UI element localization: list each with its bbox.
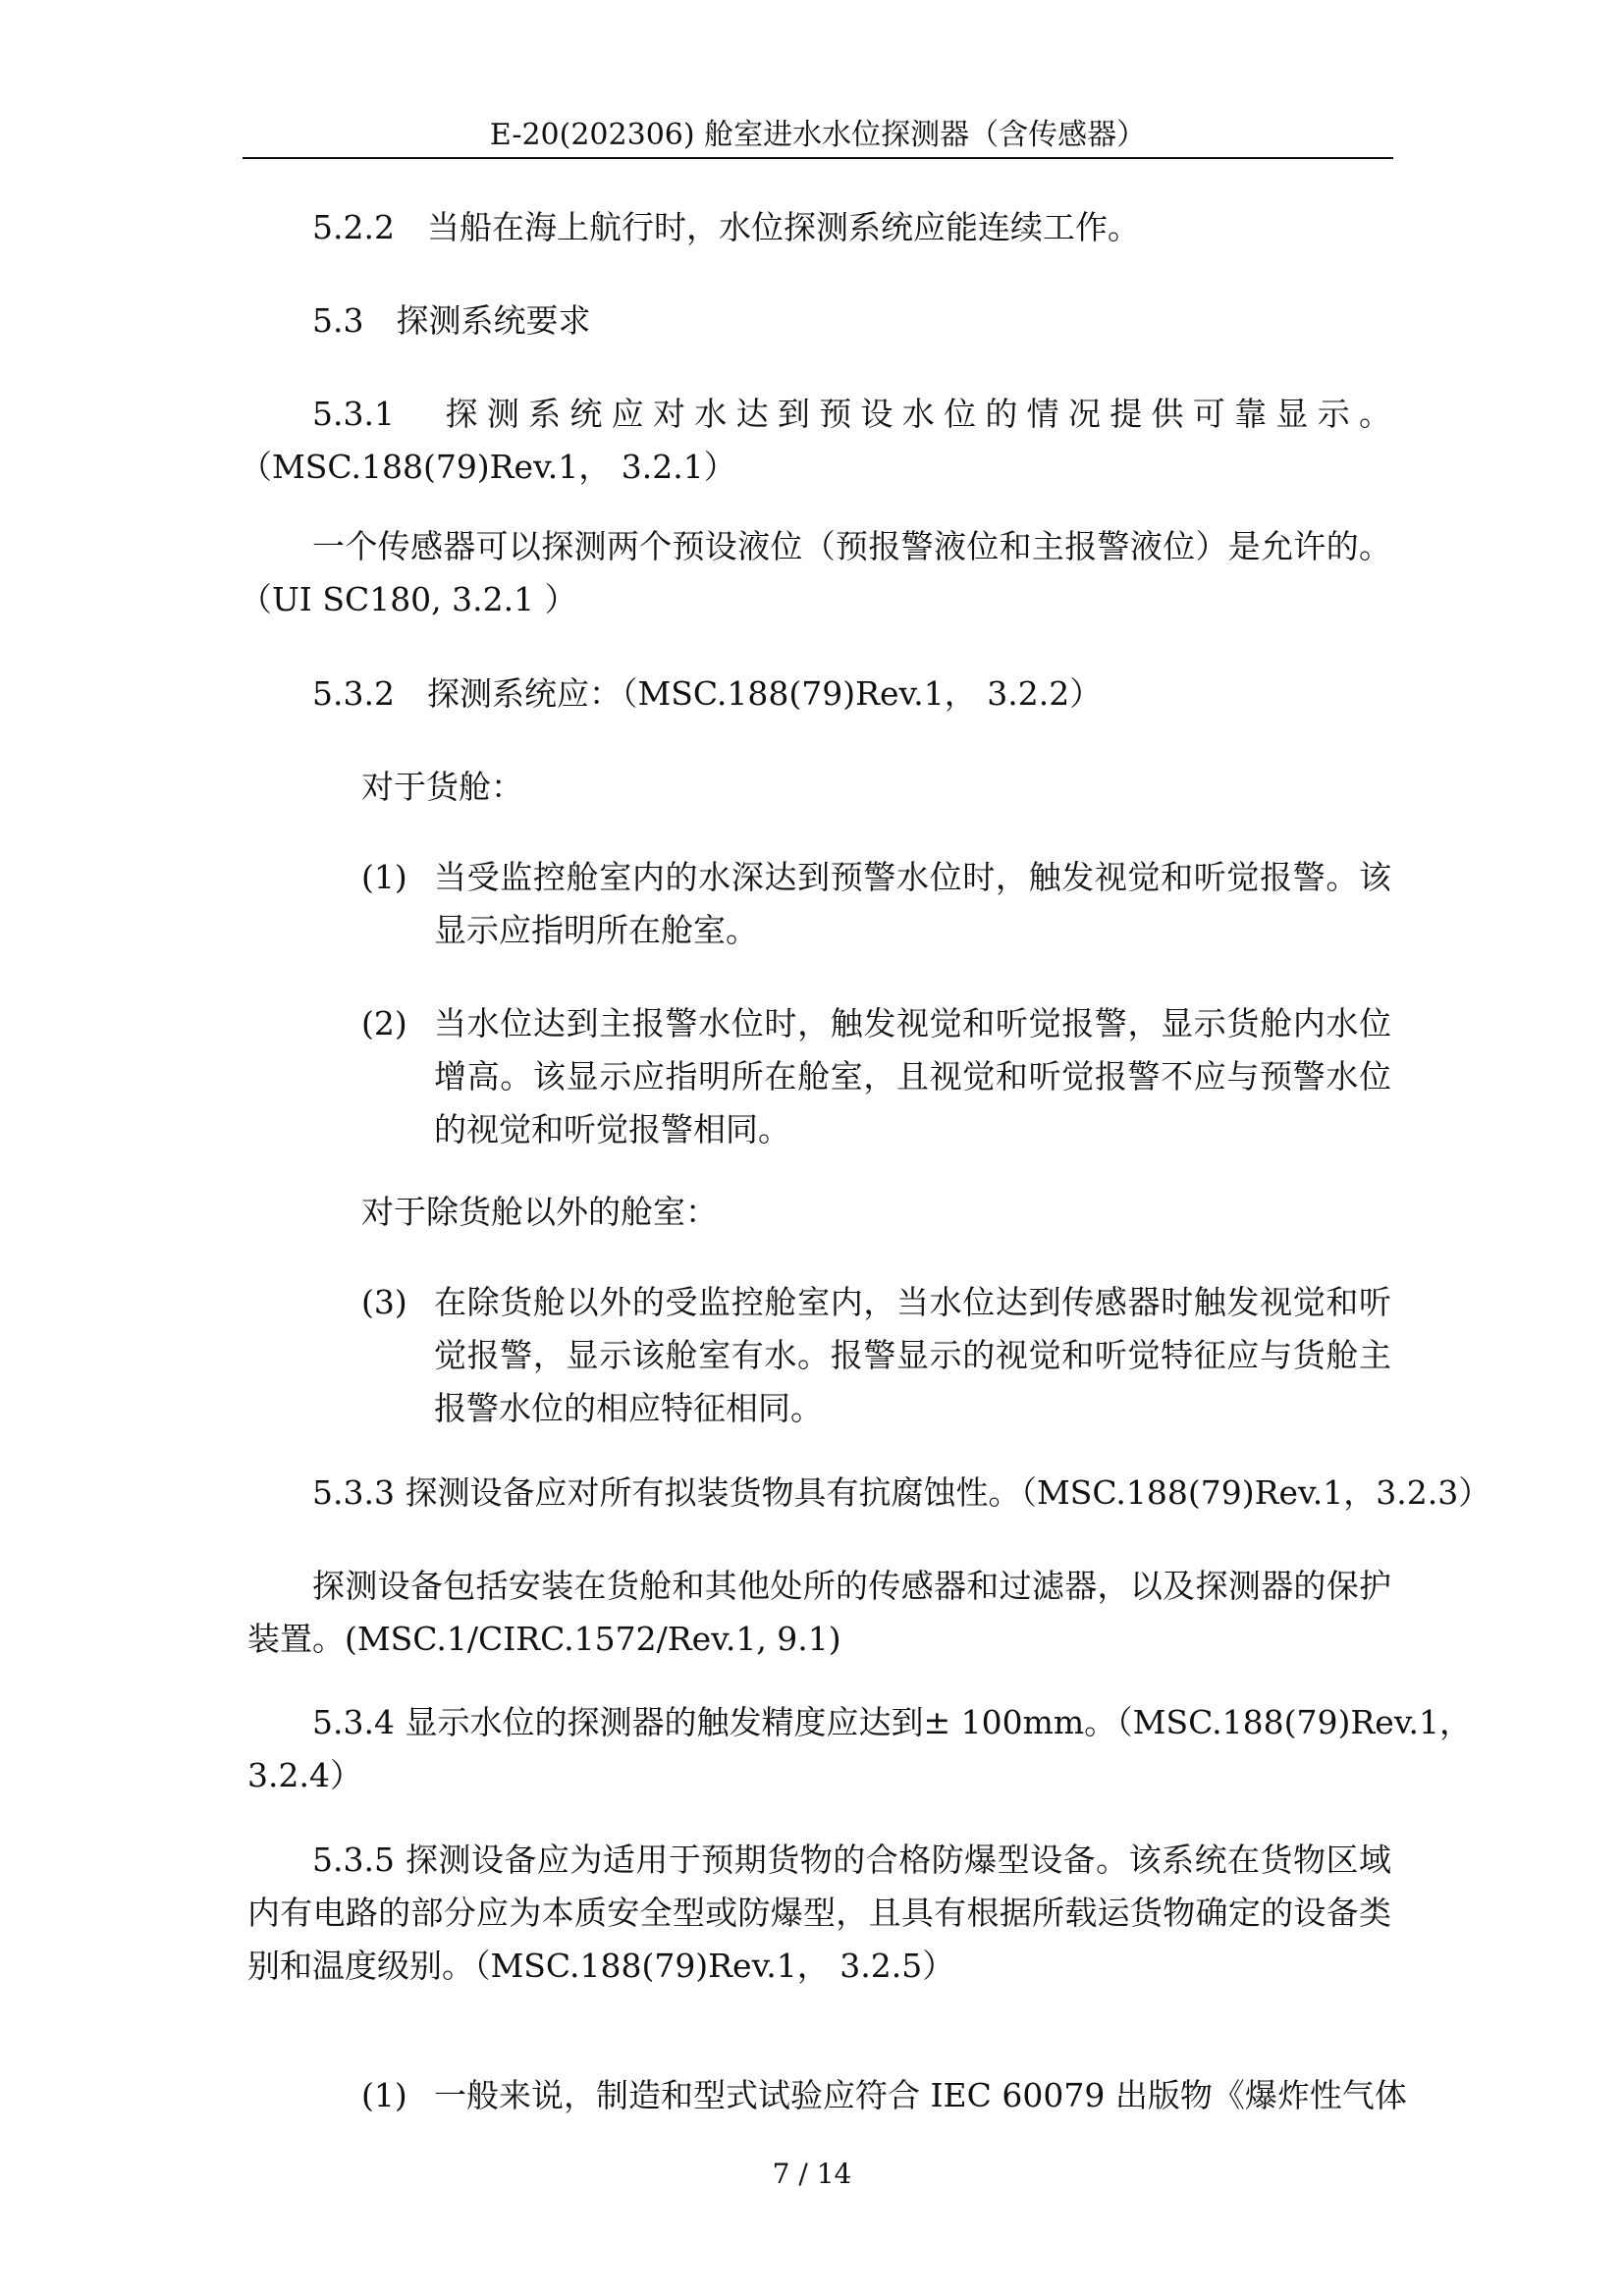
list-item-number: (3) xyxy=(361,1283,407,1321)
list-item-2-line-3: 的视觉和听觉报警相同。 xyxy=(434,1110,790,1148)
list-item-number: (1) xyxy=(361,2076,407,2114)
subheading-cargo-holds: 对于货舱： xyxy=(361,768,523,806)
list-item-3 xyxy=(434,1276,1391,1435)
paragraph-sensor-line-1: 一个传感器可以探测两个预设液位（预报警液位和主报警液位）是允许的。 xyxy=(312,527,1391,565)
list-item-number: (1) xyxy=(361,858,407,896)
paragraph-5-3-1-line-1: 5.3.1 探测系统应对水达到预设水位的情况提供可靠显示。 xyxy=(312,395,1391,433)
list-item-4-line-1: 一般来说，制造和型式试验应符合 IEC 60079 出版物《爆炸性气体 xyxy=(434,2076,1407,2114)
list-item-2-line-1: 当水位达到主报警水位时，触发视觉和听觉报警，显示货舱内水位 xyxy=(434,1004,1391,1042)
section-heading-5-3: 5.3 探测系统要求 xyxy=(312,301,591,340)
list-item-3-line-2: 觉报警，显示该舱室有水。报警显示的视觉和听觉特征应与货舱主 xyxy=(434,1336,1391,1374)
paragraph-5-3-4-line-1: 5.3.4 显示水位的探测器的触发精度应达到± 100mm。（MSC.188(79)Rev.1， xyxy=(312,1703,1472,1741)
page-number: 7 / 14 xyxy=(772,2158,852,2190)
list-item-3-line-1: 在除货舱以外的受监控舱室内，当水位达到传感器时触发视觉和听 xyxy=(434,1283,1391,1321)
paragraph-5-2-2: 5.2.2 当船在海上航行时，水位探测系统应能连续工作。 xyxy=(312,208,1140,246)
paragraph-sensor-line-2: （UI SC180, 3.2.1 ） xyxy=(240,580,577,618)
subheading-other-spaces: 对于除货舱以外的舱室： xyxy=(361,1193,718,1231)
paragraph-5-3-2: 5.3.2 探测系统应：（MSC.188(79)Rev.1， 3.2.2） xyxy=(312,674,1103,713)
paragraph-5-3-5-line-3: 别和温度级别。（MSC.188(79)Rev.1， 3.2.5） xyxy=(247,1947,955,1985)
paragraph-5-3-5 xyxy=(247,1834,1391,1993)
list-item-1-line-2: 显示应指明所在舱室。 xyxy=(434,911,758,949)
paragraph-equipment-line-2: 装置。(MSC.1/CIRC.1572/Rev.1, 9.1) xyxy=(247,1620,841,1658)
paragraph-5-3-5-line-1: 5.3.5 探测设备应为适用于预期货物的合格防爆型设备。该系统在货物区域 xyxy=(312,1841,1391,1879)
paragraph-5-3-5-line-2: 内有电路的部分应为本质安全型或防爆型，且具有根据所载运货物确定的设备类 xyxy=(247,1894,1391,1932)
list-item-2 xyxy=(434,997,1391,1156)
list-item-3-line-3: 报警水位的相应特征相同。 xyxy=(434,1389,823,1427)
paragraph-5-3-4 xyxy=(247,1696,1472,1802)
paragraph-5-3-1 xyxy=(240,388,1391,494)
paragraph-sensor xyxy=(240,520,1391,626)
paragraph-equipment-line-1: 探测设备包括安装在货舱和其他处所的传感器和过滤器，以及探测器的保护 xyxy=(312,1567,1391,1605)
list-item-number: (2) xyxy=(361,1004,407,1042)
paragraph-5-3-4-line-2: 3.2.4） xyxy=(247,1756,362,1794)
list-item-4 xyxy=(434,2069,1407,2122)
list-item-2-line-2: 增高。该显示应指明所在舱室，且视觉和听觉报警不应与预警水位 xyxy=(434,1057,1391,1095)
paragraph-5-3-3-line-1: 5.3.3 探测设备应对所有拟装货物具有抗腐蚀性。（MSC.188(79)Rev.1，3.2.3） xyxy=(312,1473,1491,1512)
paragraph-equipment xyxy=(247,1560,1391,1666)
paragraph-5-3-1-line-2: （MSC.188(79)Rev.1， 3.2.1） xyxy=(240,448,736,486)
header-rule xyxy=(243,157,1393,159)
page-header: E-20(202306) 舱室进水水位探测器（含传感器） xyxy=(489,118,1147,152)
list-item-1-line-1: 当受监控舱室内的水深达到预警水位时，触发视觉和听觉报警。该 xyxy=(434,858,1391,896)
paragraph-5-3-3 xyxy=(312,1467,1491,1520)
list-item-1 xyxy=(434,851,1391,957)
